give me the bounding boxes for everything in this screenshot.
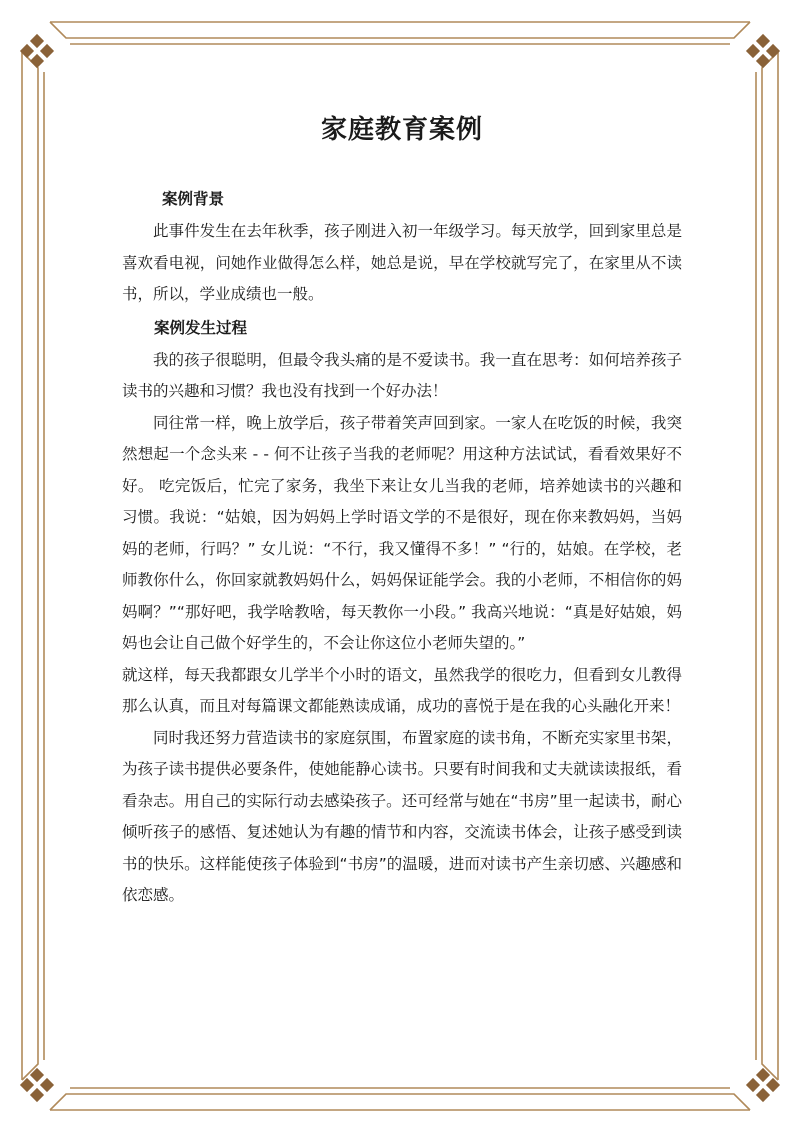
paragraph-process-1: 我的孩子很聪明，但最令我头痛的是不爱读书。我一直在思考：如何培养孩子读书的兴趣和习惯？我也没有找到一个好办法！ (122, 350, 682, 400)
paragraph-process-3: 就这样，每天我都跟女儿学半个小时的语文，虽然我学的很吃力，但看到女儿教得那么认真，而且对每篇课文都能熟读成诵，成功的喜悦于是在我的心头融化开来！ (122, 665, 682, 715)
paragraph-process-2: 同往常一样，晚上放学后，孩子带着笑声回到家。一家人在吃饭的时候，我突然想起一个念头来 - - 何不让孩子当我的老师呢？用这种方法试试，看看效果好不好。 吃完饭后，忙完了家务，我坐下来让女儿当我的老师，培养她读书的兴趣和习惯。我说：“姑娘，因为妈妈上学时语文学的不是很好，现在你来教妈妈，当妈妈的老师，行吗？” 女儿说：“不行，我又懂得不多！” “行的，姑娘。在学校，老师教你什么，你回家就教妈妈什么，妈妈保证能学会。我的小老师，不相信你的妈妈啊？”“那好吧，我学啥教啥，每天教你一小段。” 我高兴地说：“真是好姑娘，妈妈也会让自己做个好学生的，不会让你这位小老师失望的。” (122, 413, 682, 652)
document-body (122, 108, 682, 912)
corner-ornament-bottom-right-icon (746, 1068, 780, 1102)
corner-ornament-bottom-left-icon (20, 1068, 54, 1102)
paragraph-process-4: 同时我还努力营造读书的家庭氛围，布置家庭的读书角，不断充实家里书架，为孩子读书提供必要条件，使她能静心读书。只要有时间我和丈夫就读读报纸，看看杂志。用自己的实际行动去感染孩子。还可经常与她在“书房”里一起读书，耐心倾听孩子的感悟、复述她认为有趣的情节和内容，交流读书体会，让孩子感受到读书的快乐。这样能使孩子体验到“书房”的温暖，进而对读书产生亲切感、兴趣感和依恋感。 (122, 728, 682, 904)
corner-ornament-top-right-icon (746, 34, 780, 68)
section-heading-background: 案例背景 (162, 190, 225, 208)
corner-ornament-top-left-icon (20, 34, 54, 68)
section-heading-process: 案例发生过程 (154, 318, 248, 337)
paragraph-background: 此事件发生在去年秋季，孩子刚进入初一年级学习。每天放学，回到家里总是喜欢看电视，问她作业做得怎么样，她总是说，早在学校就写完了，在家里从不读书，所以，学业成绩也一般。 (122, 222, 682, 303)
page-title: 家庭教育案例 (320, 115, 483, 145)
